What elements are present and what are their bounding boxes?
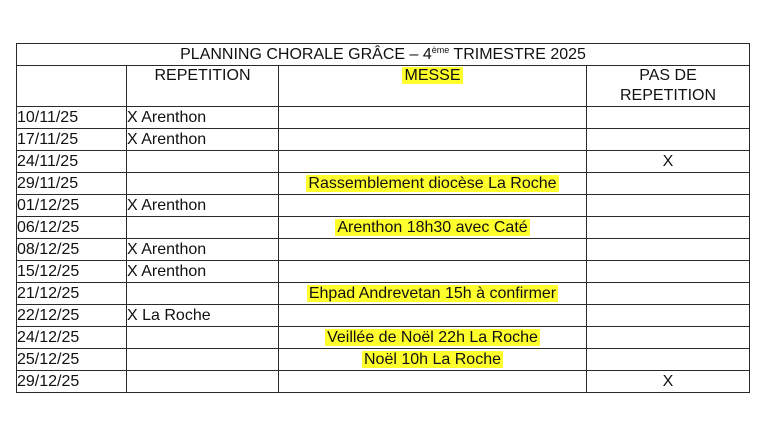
cell-repetition: X Arenthon bbox=[127, 261, 279, 283]
table-row bbox=[17, 217, 750, 239]
cell-repetition bbox=[127, 283, 279, 305]
cell-repetition: X Arenthon bbox=[127, 195, 279, 217]
cell-repetition bbox=[127, 349, 279, 371]
cell-date: 06/12/25 bbox=[17, 217, 127, 239]
planning-rows bbox=[17, 107, 750, 393]
cell-messe bbox=[279, 107, 587, 129]
cell-pas-de-repetition: X bbox=[587, 371, 750, 393]
cell-date: 17/11/25 bbox=[17, 129, 127, 151]
cell-repetition bbox=[127, 217, 279, 239]
table-row bbox=[17, 173, 750, 195]
cell-date: 22/12/25 bbox=[17, 305, 127, 327]
cell-date: 15/12/25 bbox=[17, 261, 127, 283]
planning-table bbox=[16, 43, 750, 393]
cell-date: 29/11/25 bbox=[17, 173, 127, 195]
cell-pas-de-repetition bbox=[587, 305, 750, 327]
cell-messe bbox=[279, 173, 587, 195]
cell-repetition: X Arenthon bbox=[127, 239, 279, 261]
messe-highlight: Veillée de Noël 22h La Roche bbox=[327, 328, 538, 346]
cell-messe bbox=[279, 261, 587, 283]
messe-highlight: Rassemblement diocèse La Roche bbox=[308, 174, 557, 192]
cell-repetition: X Arenthon bbox=[127, 129, 279, 151]
cell-date: 08/12/25 bbox=[17, 239, 127, 261]
table-title bbox=[17, 44, 750, 66]
cell-pas-de-repetition bbox=[587, 173, 750, 195]
planning-sheet bbox=[16, 43, 749, 393]
cell-messe bbox=[279, 305, 587, 327]
cell-date: 01/12/25 bbox=[17, 195, 127, 217]
header-row bbox=[17, 66, 750, 107]
cell-pas-de-repetition bbox=[587, 283, 750, 305]
cell-date: 29/12/25 bbox=[17, 371, 127, 393]
cell-messe bbox=[279, 371, 587, 393]
table-row bbox=[17, 327, 750, 349]
title-prefix: PLANNING CHORALE GRÂCE – 4 bbox=[180, 45, 432, 63]
cell-pas-de-repetition bbox=[587, 129, 750, 151]
cell-repetition: X Arenthon bbox=[127, 107, 279, 129]
header-pas-de-repetition bbox=[587, 66, 750, 107]
title-suffix: TRIMESTRE 2025 bbox=[449, 45, 586, 63]
header-messe-label: MESSE bbox=[404, 67, 461, 84]
cell-messe bbox=[279, 239, 587, 261]
table-row bbox=[17, 107, 750, 129]
table-row bbox=[17, 151, 750, 173]
messe-highlight: Ehpad Andrevetan 15h à confirmer bbox=[308, 284, 557, 302]
table-row bbox=[17, 129, 750, 151]
cell-date: 24/12/25 bbox=[17, 327, 127, 349]
table-row bbox=[17, 283, 750, 305]
table-row bbox=[17, 239, 750, 261]
cell-messe bbox=[279, 327, 587, 349]
cell-date: 21/12/25 bbox=[17, 283, 127, 305]
cell-messe bbox=[279, 283, 587, 305]
header-messe bbox=[279, 66, 587, 107]
cell-repetition bbox=[127, 173, 279, 195]
title-row bbox=[17, 44, 750, 66]
cell-pas-de-repetition bbox=[587, 239, 750, 261]
cell-repetition bbox=[127, 151, 279, 173]
title-superscript: ème bbox=[431, 44, 450, 55]
table-row bbox=[17, 195, 750, 217]
header-date bbox=[17, 66, 127, 107]
cell-pas-de-repetition bbox=[587, 217, 750, 239]
cell-date: 25/12/25 bbox=[17, 349, 127, 371]
cell-pas-de-repetition: X bbox=[587, 151, 750, 173]
cell-messe bbox=[279, 349, 587, 371]
messe-highlight: Noël 10h La Roche bbox=[364, 350, 501, 368]
header-pas-line2: REPETITION bbox=[620, 87, 717, 104]
cell-repetition bbox=[127, 327, 279, 349]
cell-pas-de-repetition bbox=[587, 195, 750, 217]
cell-messe bbox=[279, 151, 587, 173]
cell-messe bbox=[279, 195, 587, 217]
table-row bbox=[17, 305, 750, 327]
cell-repetition: X La Roche bbox=[127, 305, 279, 327]
header-pas-line1: PAS DE bbox=[639, 67, 697, 84]
messe-highlight: Arenthon 18h30 avec Caté bbox=[337, 218, 528, 236]
cell-date: 10/11/25 bbox=[17, 107, 127, 129]
cell-messe bbox=[279, 129, 587, 151]
cell-pas-de-repetition bbox=[587, 107, 750, 129]
cell-messe bbox=[279, 217, 587, 239]
cell-date: 24/11/25 bbox=[17, 151, 127, 173]
header-repetition-label: REPETITION bbox=[154, 67, 251, 84]
cell-pas-de-repetition bbox=[587, 349, 750, 371]
cell-pas-de-repetition bbox=[587, 261, 750, 283]
table-row bbox=[17, 261, 750, 283]
cell-repetition bbox=[127, 371, 279, 393]
table-row bbox=[17, 349, 750, 371]
cell-pas-de-repetition bbox=[587, 327, 750, 349]
table-row bbox=[17, 371, 750, 393]
header-repetition bbox=[127, 66, 279, 107]
